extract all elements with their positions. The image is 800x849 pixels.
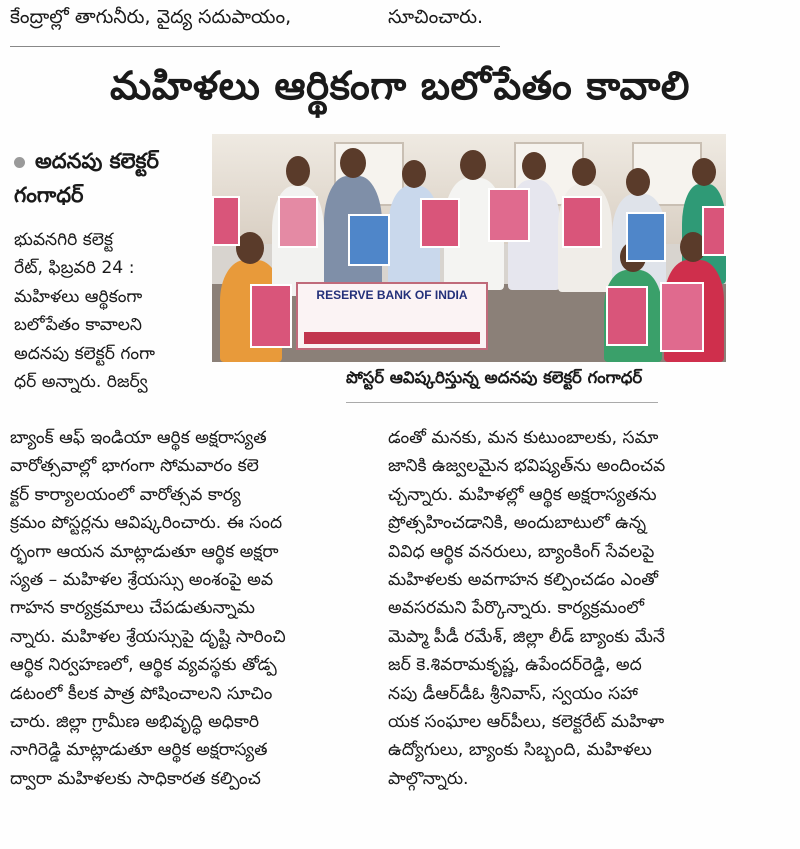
poster	[488, 188, 530, 242]
previous-article-right-line: సూచించారు.	[388, 6, 484, 28]
article-line: పాల్గొన్నారు.	[388, 768, 469, 789]
poster	[278, 196, 318, 248]
article-line: డంతో మనకు, మన కుటుంబాలకు, సమా	[388, 428, 659, 448]
person-head	[626, 168, 650, 196]
article-line: క్రమం పోస్టర్లను ఆవిష్కరించారు. ఈ సంద	[10, 513, 283, 534]
article-line: మెప్మా పీడీ రమేశ్, జిల్లా లీడ్ బ్యాంకు మేనే	[388, 626, 665, 647]
photo-caption: పోస్టర్ ఆవిష్కరిస్తున్న అదనపు కలెక్టర్ గంగాధర్	[346, 368, 643, 387]
article-line: వారోత్సవాల్లో భాగంగా సోమవారం కలె	[10, 456, 259, 477]
person-head	[522, 152, 546, 180]
event-photo	[212, 134, 726, 362]
article-line: నపు డీఆర్‌డీఓ శ్రీనివాస్, స్వయం సహా	[388, 683, 638, 704]
person-head	[402, 160, 426, 188]
article-line: అవసరమని పేర్కొన్నారు. కార్యక్రమంలో	[388, 598, 645, 619]
rbi-banner-title: RESERVE BANK OF INDIA	[316, 288, 468, 302]
poster	[660, 282, 704, 352]
article-line: బలోపేతం కావాలని	[14, 315, 142, 336]
article-line: ద్వారా మహిళలకు సాధికారత కల్పించ	[10, 768, 261, 789]
poster	[250, 284, 292, 348]
article-line: అదనపు కలెక్టర్ గంగా	[14, 343, 155, 364]
article-line: వివిధ ఆర్థిక వనరులు, బ్యాంకింగ్ సేవలపై	[388, 541, 655, 562]
caption-divider	[346, 402, 658, 403]
banner-band	[304, 332, 480, 344]
article-line: ర్భంగా ఆయన మాట్లాడుతూ ఆర్థిక అక్షరా	[10, 541, 279, 562]
poster	[626, 212, 666, 262]
poster	[348, 214, 390, 266]
article-line: ధర్ అన్నారు. రిజర్వ్	[14, 372, 148, 393]
poster	[606, 286, 648, 346]
article-line: జర్ కె.శివరామకృష్ణ, ఉపేందర్‌రెడ్డి, అద	[388, 655, 642, 676]
article-line: యక సంఘాల ఆర్‌పీలు, కలెక్టరేట్ మహిళా	[388, 712, 665, 733]
article-line: స్యత – మహిళల శ్రేయస్సు అంశంపై అవ	[10, 570, 274, 591]
article-line: నాగిరెడ్డి మాట్లాడుతూ ఆర్థిక అక్షరాస్యత	[10, 740, 268, 761]
article-line: మహిళలు ఆర్థికంగా	[14, 286, 143, 307]
subhead-line-1: అదనపు కలెక్టర్	[35, 149, 159, 173]
person-head	[572, 158, 596, 186]
article-column-left	[10, 424, 370, 793]
article-line: చారు. జిల్లా గ్రామీణ అభివృద్ధి అధికారి	[10, 712, 260, 733]
article-subheading	[14, 144, 209, 212]
article-line: జానికి ఉజ్వలమైన భవిష్యత్‌ను అందించవ	[388, 456, 666, 477]
bullet-icon	[14, 157, 25, 168]
person-head	[692, 158, 716, 186]
poster	[212, 196, 240, 246]
article-line: డటంలో కీలక పాత్ర పోషించాలని సూచిం	[10, 683, 273, 704]
article-line: ప్రోత్సహించడానికి, అందుబాటులో ఉన్న	[388, 513, 647, 534]
article-line: బ్యాంక్ ఆఫ్ ఇండియా ఆర్థిక అక్షరాస్యత	[10, 428, 267, 448]
previous-article-left-line: కేంద్రాల్లో తాగునీరు, వైద్య సదుపాయం,	[10, 6, 292, 28]
article-line: న్నారు. మహిళల శ్రేయస్సుపై దృష్టి సారించి	[10, 626, 286, 647]
article-column-left-top	[14, 226, 212, 396]
article-line: రేట్, ఫిబ్రవరి 24 :	[14, 258, 135, 279]
poster	[562, 196, 602, 248]
article-headline: మహిళలు ఆర్థికంగా బలోపేతం కావాలి	[110, 64, 690, 109]
article-line: ఉద్యోగులు, బ్యాంకు సిబ్బంది, మహిళలు	[388, 740, 652, 761]
rbi-banner	[296, 282, 488, 350]
person-head	[286, 156, 310, 186]
person-head	[340, 148, 366, 178]
article-line: క్టర్ కార్యాలయంలో వారోత్సవ కార్య	[10, 484, 241, 505]
person-head	[236, 232, 264, 264]
previous-article-fragment	[0, 0, 800, 50]
article-column-right	[388, 424, 728, 793]
article-line: భువనగిరి కలెక్ట	[14, 230, 113, 250]
person-head	[460, 150, 486, 180]
poster	[420, 198, 460, 248]
article-line: ఆర్థిక నిర్వహణలో, ఆర్థిక వ్యవస్థకు తోడ్ప	[10, 655, 277, 676]
subhead-line-2: గంగాధర్	[14, 183, 84, 207]
article-line: గాహన కార్యక్రమాలు చేపడుతున్నామ	[10, 598, 255, 619]
article-line: మహిళలకు అవగాహన కల్పించడం ఎంతో	[388, 570, 659, 591]
section-divider	[10, 46, 500, 47]
poster	[702, 206, 726, 256]
article-line: చ్చన్నారు. మహిళల్లో ఆర్థిక అక్షరాస్యతను	[388, 484, 657, 505]
